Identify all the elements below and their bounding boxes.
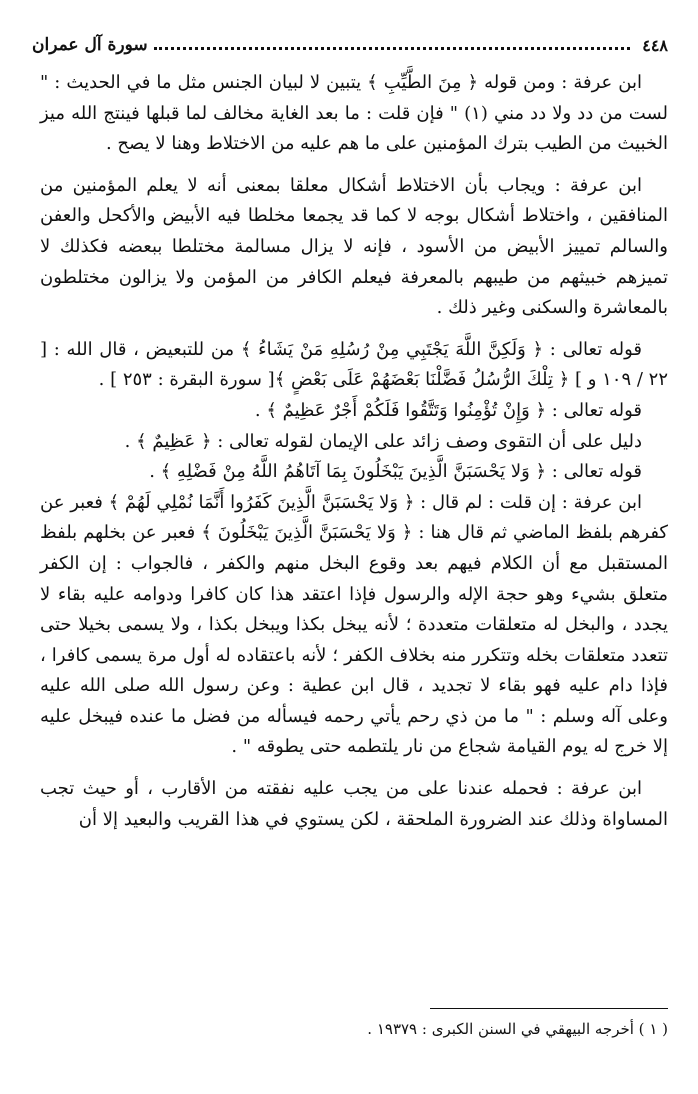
text-line: قوله تعالى : ﴿ وَلا يَحْسَبَنَّ الَّذِينَ يَبْخَلُونَ بِمَا آتَاهُمُ اللَّهُ مِنْ فَضْلِهِ ﴾ . [149, 461, 642, 483]
running-header [32, 30, 668, 60]
text-line: والعفن والسالم تمييز الأبيض من الأسود ، فإنه لا يزال مسالمة مختلطا ببعضه فكذلك [40, 205, 668, 257]
text-line: كافرا ، فإذا دام عليه فهو بقاء لا تجديد ، قال ابن عطية : وعن رسول الله صلى الله عليه [40, 644, 668, 697]
paragraph-4 [40, 396, 668, 427]
text-line: [ ٢٢ / ١٠٩ و ] ﴿ تِلْكَ الرُّسُلُ فَضَّلْنَا بَعْضَهُمْ عَلَى بَعْضٍ ﴾[ سورة البقرة : ٢٥٣ ] . [40, 338, 668, 391]
paragraph-1 [40, 68, 668, 160]
text-line: عن كفرهم بلفظ الماضي ثم قال هنا : ﴿ وَلا يَحْسَبَنَّ الَّذِينَ يَبْخَلُونَ ﴾ فعبر عن بخلهم [40, 491, 668, 544]
footnote-divider [430, 1008, 668, 1009]
text-line: يجدد ، والبخل له متعلقات متعددة ؛ لأنه يبخل بكذا ويبخل بكذا ، ولا يسمى بخيلا [78, 614, 668, 636]
text-line: حتى تتعدد متعلقات بخله وتتكرر منه بخلاف الكفر ؛ لأنه باعتقاده له أول مرة يسمى [40, 614, 669, 666]
footnote: ( ١ ) أخرجه البيهقي في السنن الكبرى : ١٩٣٧٩ . [367, 1020, 668, 1038]
text-line: دليل على أن التقوى وصف زائد على الإيمان لقوله تعالى : ﴿ عَظِيمٌ ﴾ . [124, 430, 642, 452]
text-line: المساواة وذلك عند الضرورة الملحقة ، لكن يستوي في هذا القريب والبعيد إلا أن [78, 808, 668, 830]
surah-title: سورة آل عمران [32, 35, 148, 55]
paragraph-7 [40, 488, 668, 763]
text-line: لا تميزهم خبيثهم من طيبهم بالمعرفة فيعلم الكافر من المؤمن ولا يزالون مختلطون [40, 235, 668, 288]
text-line: المنافقين ، واختلاط أشكال بوجه لا كما قد يجمعا مخلطا فيه الأبيض والأكحل [97, 205, 668, 227]
text-line: قوله تعالى : ﴿ وَلَكِنَّ اللَّهَ يَجْتَبِي مِنْ رُسُلِهِ مَنْ يَشَاءُ ﴾ من للتبعيض ، قال الله : [53, 338, 642, 360]
paragraph-5 [40, 427, 668, 458]
text-line: ابن عرفة : إن قلت : لم قال : ﴿ وَلا يَحْسَبَنَّ الَّذِينَ كَفَرُوا أَنَّمَا نُمْلِي لَهُمْ ﴾ فعبر [70, 491, 642, 513]
header-dotted-leader [154, 47, 631, 50]
text-line: بالمعاشرة والسكنى وغير ذلك . [436, 297, 668, 319]
page-number: ٤٤٨ [642, 35, 668, 55]
text-line: فينتج الله ميز الخبيث من الطيب بترك المؤمنين على ما هم عليه من الاختلاط وهنا لا [40, 102, 668, 155]
text-line: يصح . [105, 133, 150, 155]
text-line: ابن عرفة : فحمله عندنا على من يجب عليه نفقته من الأقارب ، أو حيث تجب [40, 778, 642, 800]
paragraph-6 [40, 457, 668, 488]
paragraph-8 [40, 774, 668, 835]
text-line: بلفظ المستقبل مع أن الكلام فيهم بعد وقوع البخل منهم والكفر ، فالجواب : إن الكفر [40, 522, 668, 574]
body-text [40, 68, 668, 835]
text-line: وعلى آله وسلم : " ما من ذي رحم يأتي رحمه فيسأله من فضل ما عنده فيبخل عليه إلا [40, 705, 668, 758]
text-line: خرج له يوم القيامة شجاع من نار يلتطمه حتى يطوقه " . [231, 736, 647, 758]
text-line: قوله تعالى : ﴿ وَإِنْ تُؤْمِنُوا وَتَتَّقُوا فَلَكُمْ أَجْرٌ عَظِيمٌ ﴾ . [254, 399, 642, 421]
text-line: الحديث : " لست من دد ولا دد مني (١) " فإن قلت : ما بعد الغاية مخالف لما قبلها [40, 72, 668, 124]
paragraph-3 [40, 335, 668, 396]
text-line: ابن عرفة : ومن قوله ﴿ مِنَ الطَّيِّبِ ﴾ يتبين لا لبيان الجنس مثل ما في [126, 72, 642, 93]
text-line: ابن عرفة : ويجاب بأن الاختلاط أشكال معلقا بمعنى أنه لا يعلم المؤمنين من [40, 174, 642, 196]
text-line: متعلق بشيء وهو حجة الإله والرسول فإذا اعتقد هذا كان كافرا ودوامه عليه بقاء لا [40, 583, 668, 605]
paragraph-2 [40, 171, 668, 324]
